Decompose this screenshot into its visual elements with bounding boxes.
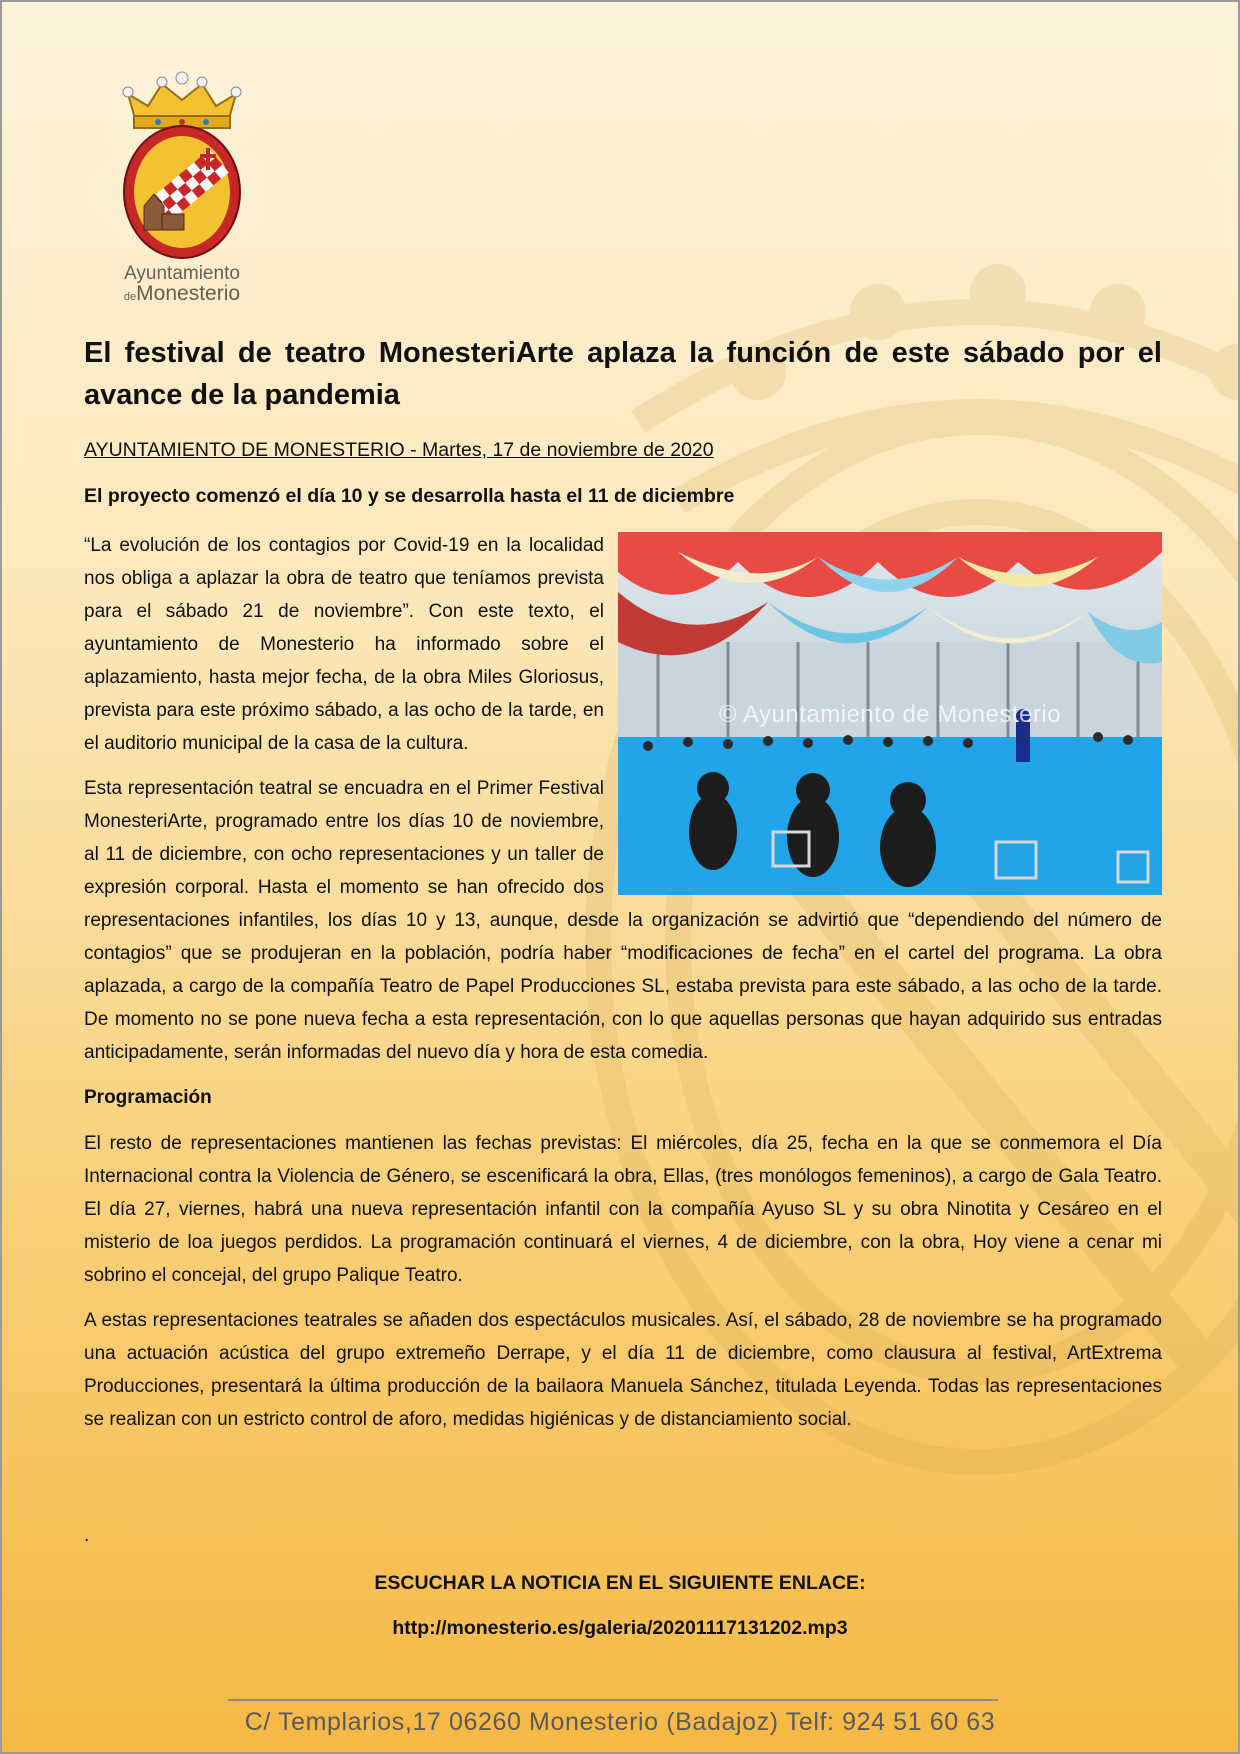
logo-line-2-prefix: de — [123, 291, 137, 303]
photo-watermark: © Ayuntamiento de Monesterio — [718, 701, 1062, 728]
article-subhead: El proyecto comenzó el día 10 y se desarrolla hasta el 11 de diciembre — [84, 485, 735, 507]
section-heading: Programación — [84, 1087, 212, 1108]
article-byline: AYUNTAMIENTO DE MONESTERIO - Martes, 17 de noviembre de 2020 — [84, 439, 714, 461]
footer-address: C/ Templarios,17 06260 Monesterio (Badajoz) Telf: 924 51 60 63 — [244, 1708, 996, 1736]
logo-line-1: Ayuntamiento — [124, 263, 240, 284]
theater-photo — [618, 532, 1162, 895]
municipality-logo-text — [102, 264, 262, 304]
audio-link[interactable]: http://monesterio.es/galeria/20201117131202.mp3 — [392, 1617, 848, 1639]
paragraph-3: El resto de representaciones mantienen las fechas previstas: El miércoles, día 25, fecha en la que se conmemora el Día Internacional contra la Violencia de Género, se escenificará la obra, Ellas, (tres monólogos femeninos), a cargo de Gala Teatro. El día 27, viernes, habrá una nueva representación infantil con la compañía Ayuso SL y su obra Ninotita y Cesáreo en el misterio de loa juegos perdidos. La programación continuará el viernes, 4 de diciembre, con la obra, Hoy viene a cenar mi sobrino el concejal, del grupo Palique Teatro. — [84, 1133, 1162, 1286]
coat-of-arms-icon — [114, 70, 250, 260]
article-body — [84, 529, 1162, 1448]
logo-line-2: Monesterio — [136, 282, 241, 305]
footer-divider — [228, 1699, 998, 1701]
paragraph-2: Esta representación teatral se encuadra en el Primer Festival MonesteriArte, programado entre los días 10 de noviembre, al 11 de diciembre, con ocho representaciones y un taller de expresión corporal. Hasta el momento se han ofrecido dos representaciones infantiles, los días 10 y 13, aunque, desde la organización se advirtió que “dependiendo del número de contagios” que se produjeran en la población, podría haber “modificaciones de fecha” en el cartel del programa. La obra aplazada, a cargo de la compañía Teatro de Papel Producciones SL, estaba prevista para este sábado, a las ocho de la tarde. De momento no se pone nueva fecha a esta representación, con lo que aquellas personas que hayan adquirido sus entradas anticipadamente, serán informadas del nuevo día y hora de esta comedia. — [84, 778, 1162, 1063]
article-headline: El festival de teatro MonesteriArte aplaza la función de este sábado por el avance de la pandemia — [84, 337, 1162, 411]
listen-label: ESCUCHAR LA NOTICIA EN EL SIGUIENTE ENLACE: — [374, 1572, 866, 1594]
paragraph-4: A estas representaciones teatrales se añaden dos espectáculos musicales. Así, el sábado, 28 de noviembre se ha programado una actuación acústica del grupo extremeño Derrape, y el día 11 de diciembre, como clausura al festival, ArtExtrema Producciones, presentará la última producción de la bailaora Manuela Sánchez, titulada Leyenda. Todas las representaciones se realizan con un estricto control de aforo, medidas higiénicas y de distanciamiento social. — [84, 1310, 1162, 1430]
paragraph-1: “La evolución de los contagios por Covid-19 en la localidad nos obliga a aplazar la obra de teatro que teníamos prevista para el sábado 21 de noviembre”. Con este texto, el ayuntamiento de Monesterio ha informado sobre el aplazamiento, hasta mejor fecha, de la obra Miles Gloriosus, prevista para este próximo sábado, a las ocho de la tarde, en el auditorio municipal de la casa de la cultura. — [84, 535, 604, 754]
trailing-dot: . — [84, 1525, 90, 1546]
